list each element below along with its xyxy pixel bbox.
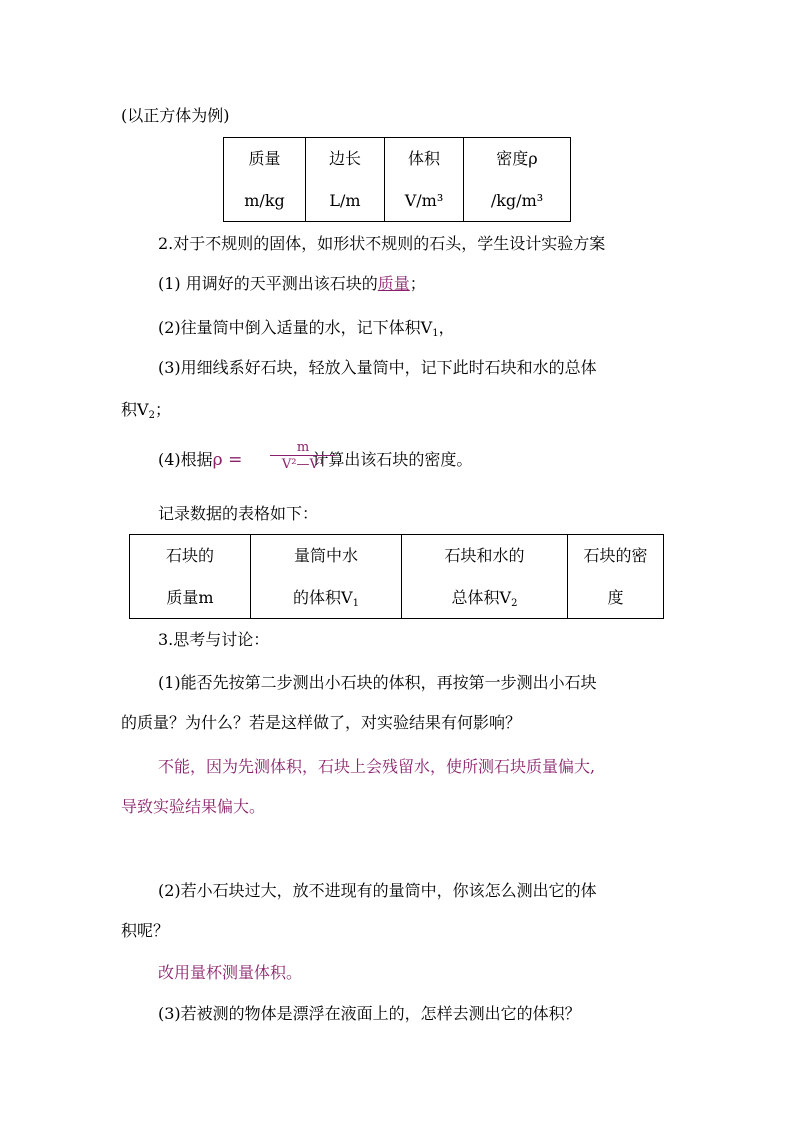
- section3-heading: 3.思考与讨论：: [158, 630, 270, 649]
- table-row: [224, 138, 571, 222]
- step3-line2: 积$V_2$；: [121, 400, 171, 421]
- section2-heading: 2.对于不规则的固体，如形状不规则的石头，学生设计实验方案: [158, 234, 606, 253]
- step2: (2)往量筒中倒入适量的水，记下体积$V_1$，: [158, 318, 455, 339]
- step3-line1: (3)用细线系好石块，轻放入量筒中，记下此时石块和水的总体: [158, 358, 597, 377]
- table-cell-side: 边长 L/m: [306, 138, 385, 222]
- answer2: 改用量杯测量体积。: [158, 963, 303, 982]
- table-cell-stone-mass: 石块的 质量m: [130, 535, 251, 619]
- step1-blank: 质量: [377, 274, 410, 293]
- table-record-data: [129, 534, 664, 619]
- formula-denominator: V²—V¹: [270, 455, 336, 474]
- answer1-line2: 导致实验结果偏大。: [121, 797, 266, 816]
- question1-line2: 的质量？为什么？若是这样做了，对实验结果有何影响？: [121, 713, 522, 732]
- formula-lhs: ρ =: [212, 450, 243, 470]
- intro-text: (以正方体为例): [121, 106, 230, 125]
- step1: (1) 用调好的天平测出该石块的质量；: [158, 274, 426, 293]
- table-cell-water-volume: 量筒中水 的体积$V_1$: [251, 535, 402, 619]
- table-cell-stone-density: 石块的密 度: [568, 535, 664, 619]
- formula-numerator: m: [296, 440, 310, 455]
- answer1-line1: 不能，因为先测体积，石块上会残留水，使所测石块质量偏大,: [158, 757, 596, 776]
- question1-line1: (1)能否先按第二步测出小石块的体积，再按第一步测出小石块: [158, 673, 597, 692]
- question2-line1: (2)若小石块过大，放不进现有的量筒中，你该怎么测出它的体: [158, 881, 597, 900]
- question2-line2: 积呢？: [121, 921, 170, 940]
- table-caption: 记录数据的表格如下：: [158, 504, 319, 523]
- question3: (3)若被测的物体是漂浮在液面上的，怎样去测出它的体积？: [158, 1004, 581, 1023]
- table-cell-total-volume: 石块和水的 总体积$V_2$: [402, 535, 568, 619]
- density-formula-fraction: [270, 440, 336, 474]
- table-cell-mass: 质量 m/kg: [224, 138, 306, 222]
- table-row: [130, 535, 664, 619]
- table-cube-measurements: [223, 137, 571, 222]
- step4: (4)根据ρ = 计算出该石块的密度。: [158, 450, 473, 470]
- table-cell-density: 密度ρ /kg/m³: [464, 138, 571, 222]
- table-cell-volume: 体积 V/m³: [385, 138, 464, 222]
